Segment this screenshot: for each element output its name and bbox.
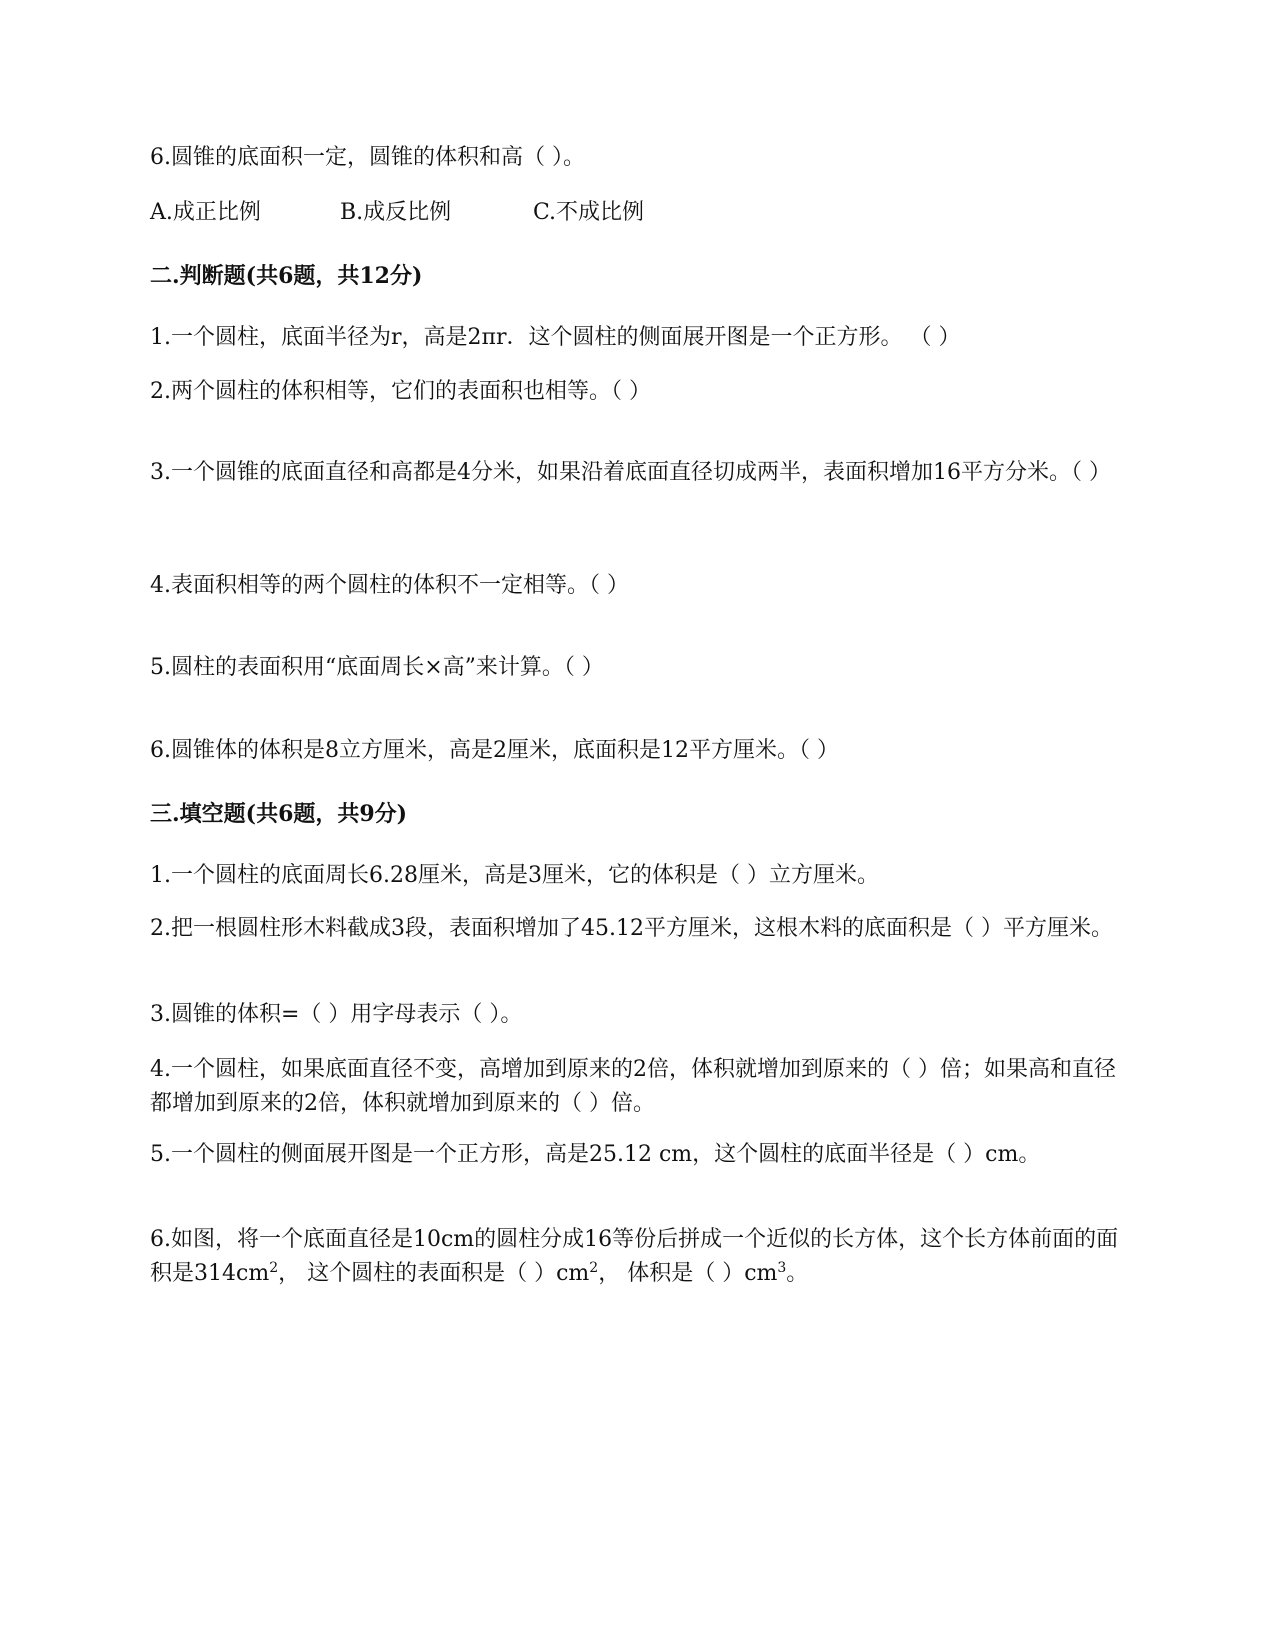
judgment-question-5: 5.圆柱的表面积用“底面周长×高”来计算。（ ） [150, 655, 604, 680]
mc-question-6: 6.圆锥的底面积一定，圆锥的体积和高（ ）。 [150, 145, 585, 170]
fill-question-2: 2.把一根圆柱形木料截成3段，表面积增加了45.12平方厘米，这根木料的底面积是（ ）平方厘米。 [150, 916, 1113, 941]
judgment-question-3: 3.一个圆锥的底面直径和高都是4分米，如果沿着底面直径切成两半，表面积增加16平方分米。（ ） [150, 460, 1111, 485]
judgment-question-4: 4.表面积相等的两个圆柱的体积不一定相等。（ ） [150, 573, 629, 598]
section-heading-judgment: 二.判断题(共6题，共12分) [150, 263, 423, 289]
fill-question-6 [150, 1223, 1130, 1291]
fill-q6-text-2: ， 这个圆柱的表面积是（ ）cm [278, 1261, 590, 1286]
fill-q6-exponent-3: 3 [777, 1260, 787, 1276]
fill-q6-text-3: ， 体积是（ ）cm [598, 1261, 778, 1286]
judgment-question-1: 1.一个圆柱，底面半径为r，高是2πr．这个圆柱的侧面展开图是一个正方形。 （ ） [150, 325, 961, 350]
fill-q6-text-4: 。 [786, 1261, 809, 1286]
fill-q6-exponent-1: 2 [269, 1260, 279, 1276]
judgment-question-6: 6.圆锥体的体积是8立方厘米，高是2厘米，底面积是12平方厘米。（ ） [150, 738, 839, 763]
section-heading-fill-blank: 三.填空题(共6题，共9分) [150, 801, 408, 827]
judgment-question-2: 2.两个圆柱的体积相等，它们的表面积也相等。（ ） [150, 379, 651, 404]
fill-q6-exponent-2: 2 [589, 1260, 599, 1276]
fill-question-3: 3.圆锥的体积=（ ）用字母表示（ ）。 [150, 1002, 523, 1027]
fill-question-1: 1.一个圆柱的底面周长6.28厘米，高是3厘米，它的体积是（ ）立方厘米。 [150, 863, 879, 888]
fill-question-5: 5.一个圆柱的侧面展开图是一个正方形，高是25.12 cm，这个圆柱的底面半径是（ ）cm。 [150, 1142, 1041, 1167]
mc-q6-option-b: B.成反比例 [340, 200, 452, 225]
mc-q6-option-c: C.不成比例 [533, 200, 645, 225]
fill-question-4: 4.一个圆柱，如果底面直径不变，高增加到原来的2倍，体积就增加到原来的（ ）倍；如果高和直径都增加到原来的2倍，体积就增加到原来的（ ）倍。 [150, 1057, 1116, 1116]
mc-q6-option-a: A.成正比例 [150, 200, 261, 225]
fill-q6-text-1: 6.如图，将一个底面直径是10cm的圆柱分成16等份后拼成一个近似的长方体，这个长方体前面的面积是314cm [150, 1227, 1119, 1286]
